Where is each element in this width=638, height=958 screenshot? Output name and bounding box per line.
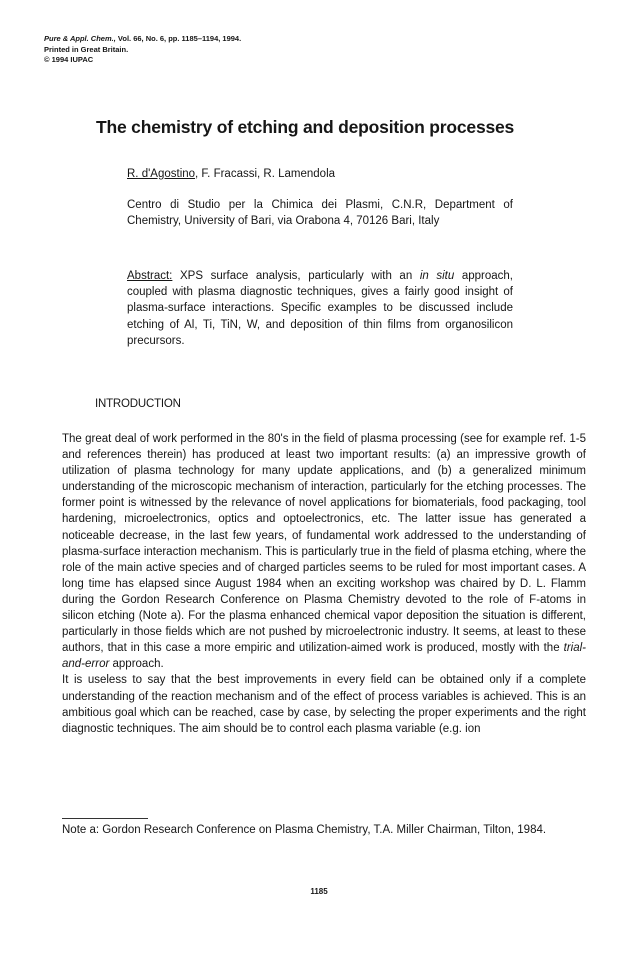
abstract-text-2: approach, coupled with plasma diagnostic techniques, gives a fairly good insight of plasma-surface interactions. Specific examples to be discussed include etching of Al, Ti, TiN, W, and deposition of thin films from organosilicon precursors. <box>127 270 513 347</box>
printed-in: Printed in Great Britain. <box>44 44 129 54</box>
paragraph-1 <box>62 431 586 672</box>
journal-header <box>44 34 241 66</box>
abstract <box>127 268 513 349</box>
paragraph-1-italic: trial-and-error <box>62 642 586 671</box>
body-text <box>62 431 586 737</box>
journal-name: Pure & Appl. Chem., <box>44 34 116 43</box>
paragraph-1-end: approach. <box>109 658 164 671</box>
footnote-divider <box>62 818 148 819</box>
paragraph-2: It is useless to say that the best improvements in every field can be obtained only if a complete understanding of the reaction mechanism and of the effect of process variables is achieved. This is an ambitious goal which can be reached, case by case, by selecting the proper experiments and the right diagnostic techniques. The aim should be to control each plasma variable (e.g. ion <box>62 674 586 735</box>
journal-citation <box>44 34 241 45</box>
paper-title: The chemistry of etching and deposition processes <box>96 117 515 137</box>
paragraph-1-text: The great deal of work performed in the 80's in the field of plasma processing (see for example ref. 1-5 and references therein) has produced at least two important results: (a) an impressive growth of utilization of plasma technology for many update applications, and (b) a generalized minimum understanding of the microscopic mechanism of interaction, particularly for the etching processes. The former point is witnessed by the relevance of novel applications for biomaterials, food packaging, tool hardening, microelectronics, optics and optoelectronics, etc. The latter issue has generated a noticeable decrease, in the last few years, of fundamental work addressed to the understanding of plasma-surface interaction mechanism. This is particularly true in the field of plasma etching, where the role of the main active species and of charged particles seems to be ruled for most important cases. A long time has elapsed since August 1984 when an exciting workshop was chaired by D. L. Flamm during the Gordon Research Conference on Plasma Chemistry devoted to the role of F-atoms in silicon etching (Note a). For the plasma enhanced chemical vapor deposition the situation is different, particularly in those fields which are not pushed by microelectronic industry. It seems, at least to these authors, that in this case a more empiric and utilization-aimed work is produced, mostly with the <box>62 433 586 655</box>
author-list <box>127 168 335 180</box>
volume-info: Vol. 66, No. 6, pp. 1185–1194, 1994. <box>117 34 242 43</box>
abstract-label: Abstract: <box>127 270 173 282</box>
copyright: © 1994 IUPAC <box>44 55 94 64</box>
co-authors: , F. Fracassi, R. Lamendola <box>195 168 336 180</box>
section-heading: INTRODUCTION <box>95 398 181 410</box>
footnote: Note a: Gordon Research Conference on Plasma Chemistry, T.A. Miller Chairman, Tilton, 1984. <box>62 824 547 836</box>
corresponding-author: R. d'Agostino <box>127 168 196 180</box>
page-number: 1185 <box>310 887 328 896</box>
abstract-italic: in situ <box>419 270 455 282</box>
abstract-text-1: XPS surface analysis, particularly with an <box>172 270 420 282</box>
affiliation: Centro di Studio per la Chimica dei Plasmi, C.N.R, Department of Chemistry, University of Bari, via Orabona 4, 70126 Bari, Italy <box>127 199 513 228</box>
